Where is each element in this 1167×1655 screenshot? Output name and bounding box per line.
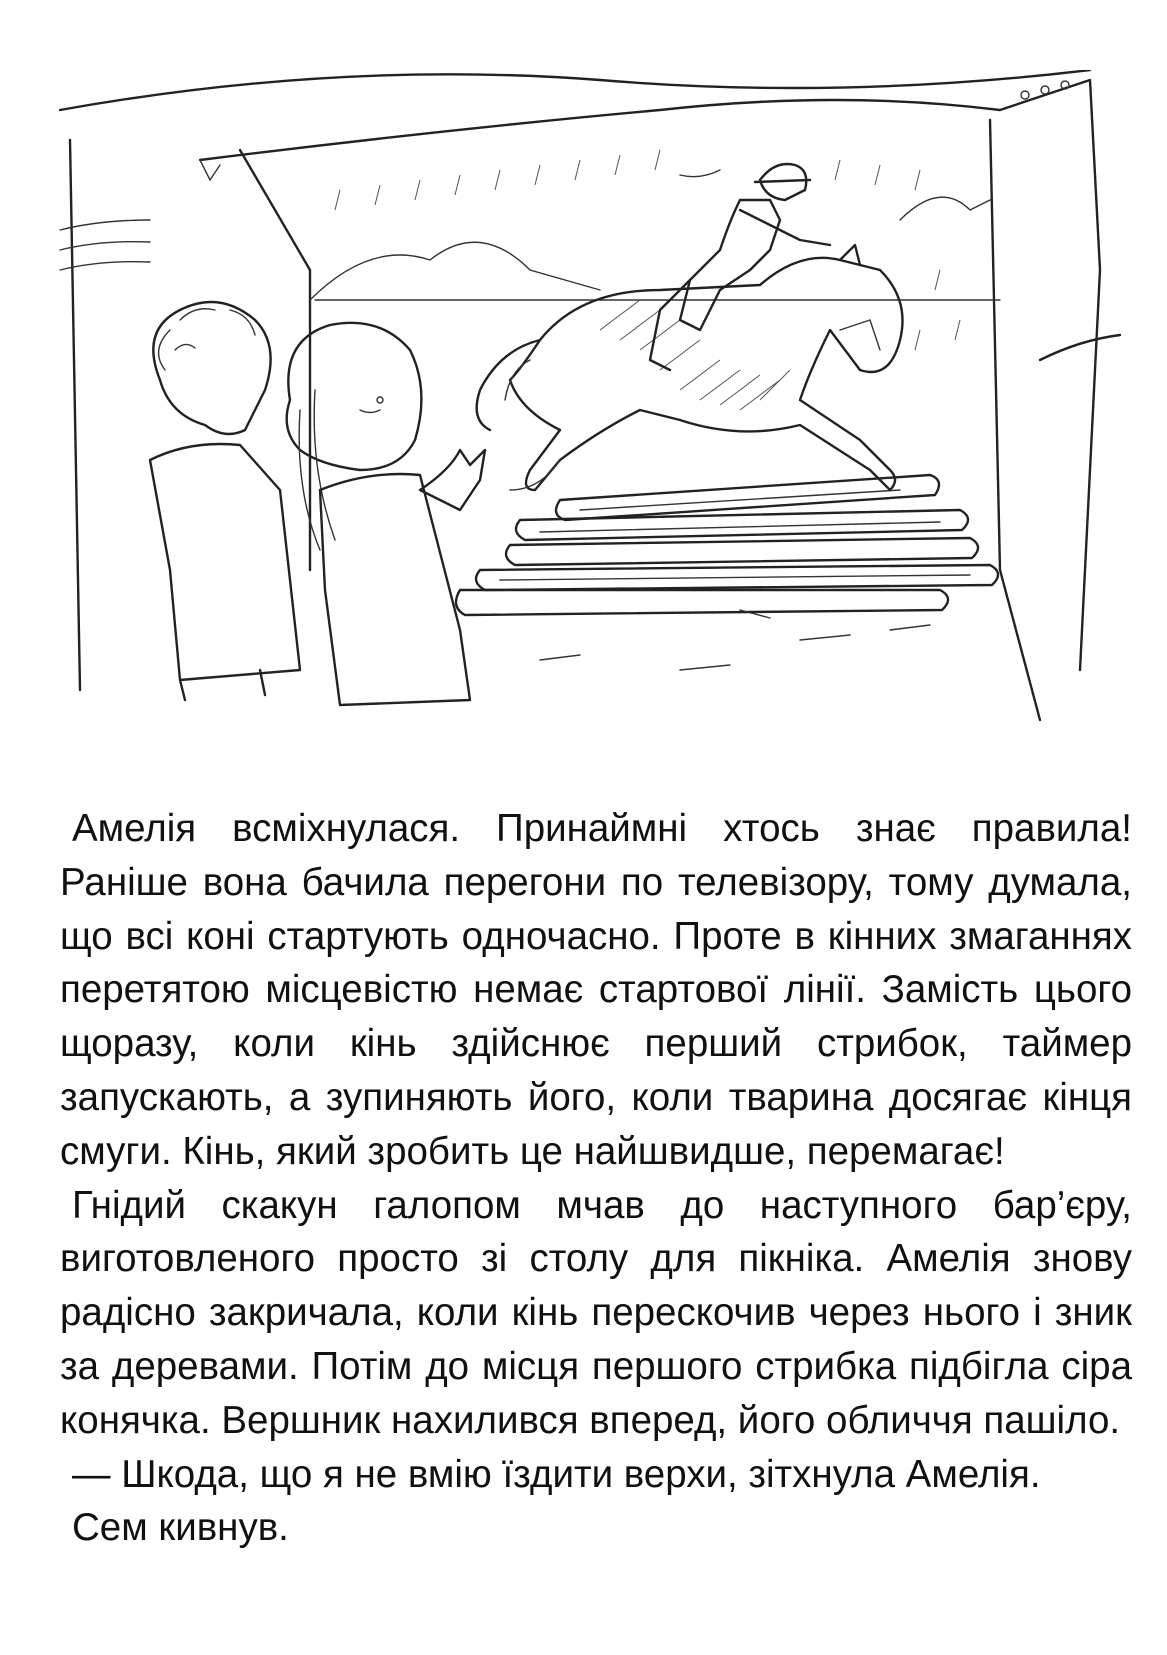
paragraph-3: — Шкода, що я не вмію їздити верхи, зітхнула Амелія. xyxy=(72,1452,1041,1496)
paragraph-2: Гнідий скакун галопом мчав до наступного бар’єру, виготовленого просто зі столу для пікніка. Амелія знову радісно закричала, коли кінь перескочив через нього і зник за деревами. Потім до місця першого стрибка підбігла сіра конячка. Вершник нахилився вперед, його обличчя пашіло. xyxy=(60,1183,1132,1442)
horse-jump-drawing xyxy=(40,70,1130,770)
illustration xyxy=(40,70,1130,770)
paragraph-1: Амелія всміхнулася. Принаймні хтось знає правила! Раніше вона бачила перегони по телевізору, тому думала, що всі коні стартують одночасно. Проте в кінних змаганнях перетятою місцевістю немає стартової лінії. Замість цього щоразу, коли кінь здійснює перший стрибок, таймер запускають, а зупиняють його, коли тварина досягає кінця смуги. Кінь, який зробить це найшвидше, перемагає! xyxy=(60,807,1132,1173)
girl xyxy=(287,323,485,705)
story-text xyxy=(60,802,1132,1555)
paragraph-4: Сем кивнув. xyxy=(72,1506,289,1550)
log-fence xyxy=(456,475,998,615)
rider xyxy=(650,164,830,370)
boy xyxy=(150,302,300,700)
